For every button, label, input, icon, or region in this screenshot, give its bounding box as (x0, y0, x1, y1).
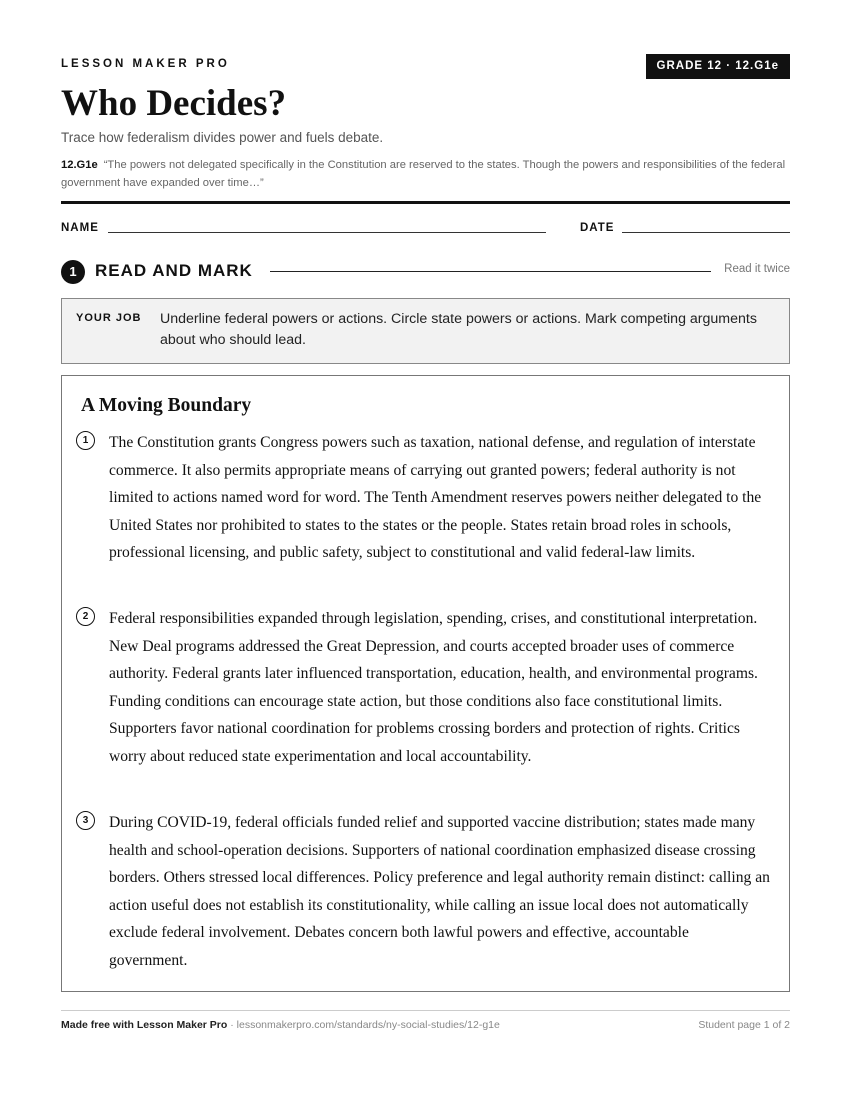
footer-made-with: Made free with Lesson Maker Pro (61, 1019, 228, 1031)
date-label: DATE (580, 222, 615, 234)
name-label: NAME (61, 222, 99, 234)
section-number-badge: 1 (61, 260, 85, 284)
paragraph-number-icon: 1 (76, 431, 95, 450)
footer-page-number: Student page 1 of 2 (698, 1019, 790, 1031)
paragraph-number-icon: 2 (76, 607, 95, 626)
paragraph-number-icon: 3 (76, 811, 95, 830)
page-subtitle: Trace how federalism divides power and fuels debate. (61, 130, 384, 145)
worksheet-page (61, 0, 790, 1100)
reading-passage (61, 375, 790, 992)
reading-title: A Moving Boundary (81, 395, 252, 416)
paragraph-text: Federal responsibilities expanded through legislation, spending, crises, and constitutional interpretation. New Deal programs addressed the Great Depression, and courts accepted broader uses of commerce authority. Federal grants later influenced transportation, education, health, and environmental programs. Funding conditions can encourage state action, but those conditions also face constitutional limits. Supporters favor national coordination for problems crossing borders and protection of rights. Critics worry about reduced state experimentation and local accountability. (109, 610, 758, 765)
your-job-box (61, 298, 790, 364)
standard-code: 12.G1e (61, 159, 98, 171)
standard-text: “The powers not delegated specifically in the Constitution are reserved to the states. Though the powers and responsibilities of the federal government have expanded over time…” (61, 159, 786, 189)
grade-badge: GRADE 12 · 12.G1e (646, 54, 790, 79)
paragraph-text: During COVID-19, federal officials funded relief and supported vaccine distribution; states made many health and school-operation decisions. Supporters of national coordination emphasized disease crossing borders. Others stressed local differences. Policy preference and legal authority remain distinct: calling an action useful does not establish its constitutionality, while calling an issue local does not automatically exclude federal involvement. Debates concern both lawful powers and effective, accountable government. (109, 814, 770, 969)
standard-quote (61, 156, 790, 192)
section-title: READ AND MARK (95, 261, 253, 280)
section-note: Read it twice (724, 263, 790, 275)
header-divider (61, 201, 790, 204)
paragraph-text: The Constitution grants Congress powers such as taxation, national defense, and regulation of interstate commerce. It also permits appropriate means of carrying out granted powers; federal authority is not limited to actions named word for word. The Tenth Amendment reserves powers neither delegated to the United States nor prohibited to states to the states or the people. States retain broad roles in schools, professional licensing, and public safety, subject to constitutional and valid federal-law limits. (109, 434, 762, 562)
footer-credit (61, 1019, 500, 1031)
name-field[interactable] (108, 232, 546, 233)
brand-name: LESSON MAKER PRO (61, 58, 230, 70)
page-title: Who Decides? (61, 83, 287, 124)
date-field[interactable] (622, 232, 790, 233)
section-divider (270, 271, 711, 272)
footer-divider (61, 1010, 790, 1011)
your-job-text: Underline federal powers or actions. Circle state powers or actions. Mark competing arguments about who should lead. (160, 311, 757, 348)
footer-url[interactable]: · lessonmakerpro.com/standards/ny-social-studies/12-g1e (227, 1019, 500, 1031)
your-job-label: YOUR JOB (76, 312, 142, 324)
